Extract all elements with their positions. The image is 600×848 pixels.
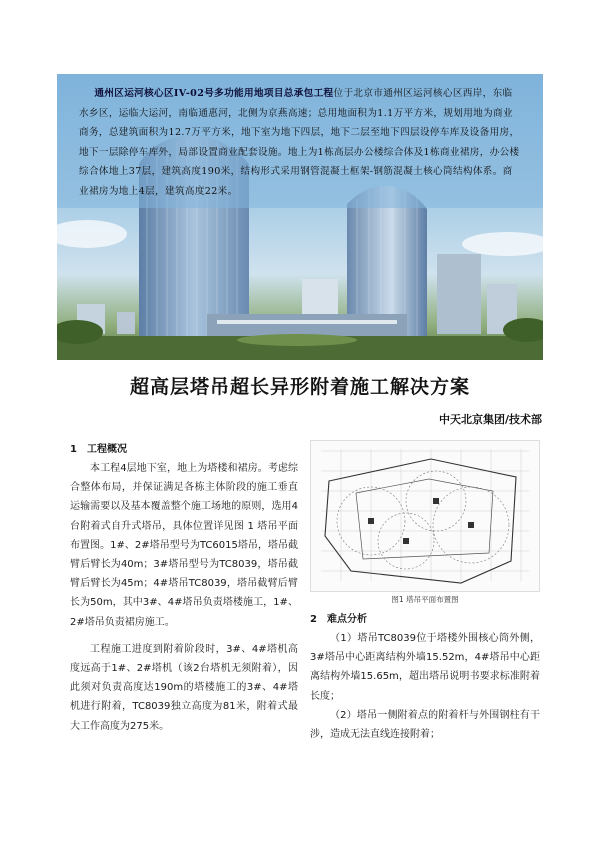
section-1-paragraph-2: 工程施工进度到附着阶段时，3#、4#塔机高度远高于1#、2#塔机（该2台塔机无须附着），因此须对负责高度达190m的塔楼施工的3#、4#塔机进行附着，TC8039独立高度为81米，附着式最大工作高度为275米。 bbox=[70, 643, 298, 732]
section-1-heading: 1 工程概况 bbox=[70, 444, 127, 455]
figure-caption: 图1 塔吊平面布置图 bbox=[391, 595, 459, 604]
left-column bbox=[70, 440, 298, 736]
project-name: 通州区运河核心区IV-02号多功能用地项目总承包工程 bbox=[94, 88, 334, 99]
section-2-paragraph-2: （2）塔吊一侧附着点的附着杆与外围钢柱有干涉，造成无法直线连接附着； bbox=[310, 709, 540, 741]
section-2-paragraph-1: （1）塔吊TC8039位于塔楼外围核心筒外侧，3#塔吊中心距离结构外墙15.52m，4#塔吊中心距离结构外墙15.65m，超出塔吊说明书要求标准附着长度； bbox=[310, 633, 540, 702]
project-intro-text: 位于北京市通州区运河核心区西岸，东临水乡区，运临大运河，南临通惠河，北侧为京燕高速；总用地面积为1.1万平方米，规划用地为商业商务，总建筑面积为12.7万平方米，地下室为地下四层，地下二层至地下四层设停车库及设备用房，地下一层除停车库外，局部设置商业配套设施。地上为1栋高层办公楼综合体及1栋商业裙房，办公楼综合体地上37层，建筑高度190米，结构形式采用钢管混凝土框架-钢筋混凝土核心筒结构体系。商业裙房为地上4层，建筑高度22米。 bbox=[79, 88, 520, 197]
tower-crane-site-plan bbox=[310, 440, 540, 592]
site-plan-drawing bbox=[311, 441, 539, 591]
project-intro bbox=[57, 74, 543, 208]
hero-image bbox=[57, 74, 543, 360]
author-byline: 中天北京集团/技术部 bbox=[438, 413, 542, 426]
section-1-paragraph-1: 本工程4层地下室，地上为塔楼和裙房。考虑综合整体布局，并保证满足各栋主体阶段的施工垂直运输需要以及基本覆盖整个施工场地的原则，选用4台附着式自升式塔吊，具体位置详见图 1 塔吊平面布置图。1#、2#塔吊型号为TC6015塔吊，塔吊截臂后臂长为40m；3#塔吊型号为TC8039，塔吊截臂后臂长为45m；4#塔吊TC8039，塔吊截臂后臂长为50m，其中3#、4#塔吊负责塔楼施工，1#、2#塔吊负责裙房施工。 bbox=[70, 463, 298, 628]
page-title: 超高层塔吊超长异形附着施工解决方案 bbox=[129, 376, 470, 398]
section-2-heading: 2 难点分析 bbox=[310, 614, 367, 625]
right-column bbox=[310, 440, 540, 744]
